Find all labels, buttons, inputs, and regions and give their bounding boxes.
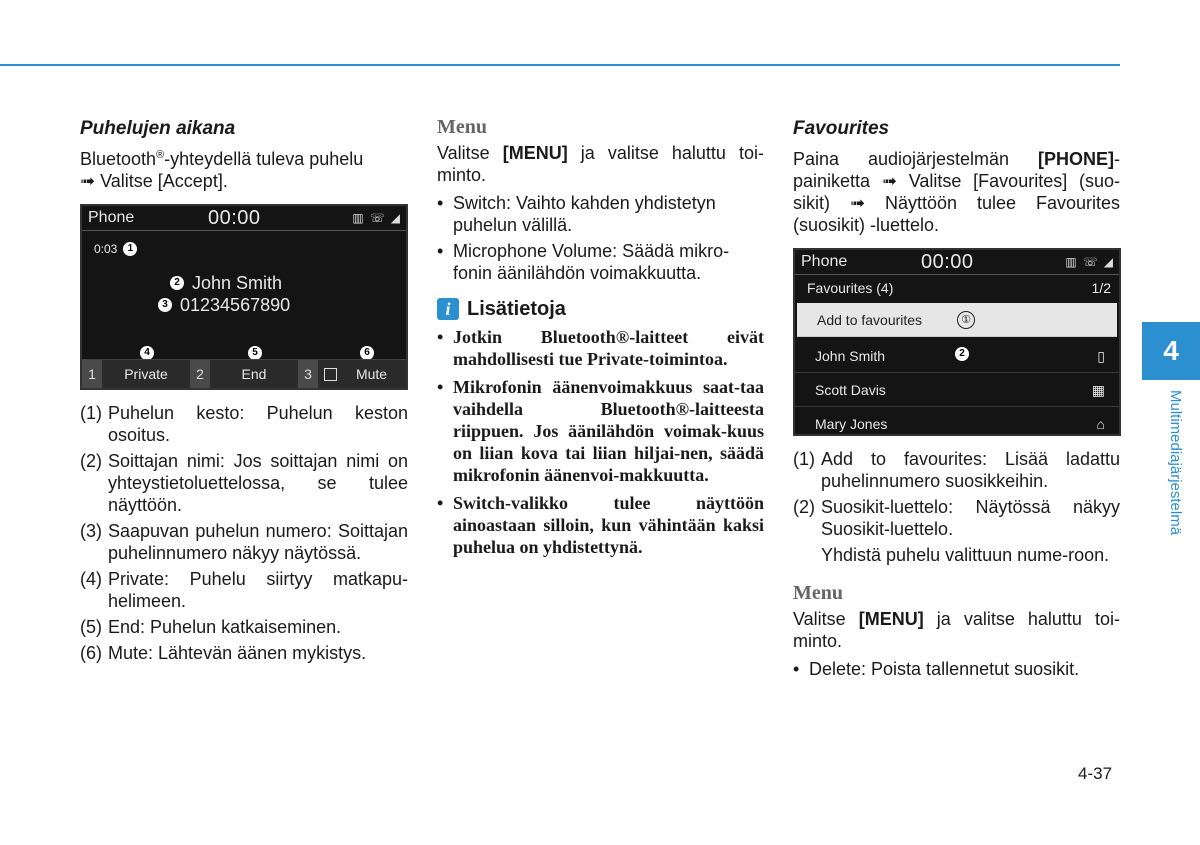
- callout-3: 3: [158, 298, 172, 312]
- menu-text: Valitse [MENU] ja valitse haluttu toi-minto.: [793, 609, 1120, 651]
- page-number: 4-37: [1078, 764, 1113, 783]
- mute-checkbox-icon: [324, 368, 337, 381]
- office-icon: ▦: [1091, 381, 1105, 398]
- caller-name: 2 John Smith: [170, 272, 282, 294]
- menu-options: [437, 192, 764, 284]
- add-to-favourites-item[interactable]: Add to favourites ①: [797, 303, 1117, 337]
- status-bar: [82, 206, 406, 231]
- list-item: (1) Puhelun kesto: Puhelun keston osoitus.: [80, 403, 408, 445]
- caller-number: 3 01234567890: [158, 294, 290, 316]
- menu-options: [793, 658, 1120, 680]
- menu-text: Valitse [MENU] ja valitse haluttu toi-minto.: [437, 143, 764, 185]
- column-right: [793, 112, 1120, 684]
- list-item: (2) Soittajan nimi: Jos soittajan nimi on yhteystietoluettelossa, se tulee näyttöön.: [80, 451, 408, 515]
- info-notes: [437, 326, 764, 558]
- column-left: [80, 112, 408, 668]
- call-screen: [80, 204, 408, 390]
- menu-heading: Menu: [793, 582, 843, 604]
- info-header: [437, 298, 764, 320]
- screen-title: Phone: [88, 209, 135, 226]
- list-item: • Jotkin Bluetooth®-laitteet eivät mahdollisesti tue Private-toimintoa.: [437, 326, 764, 370]
- list-item: (1) Add to favourites: Lisää ladattu puhelinnumero suosikkeihin.: [793, 449, 1120, 491]
- clock: 00:00: [208, 207, 261, 229]
- list-item: (6) Mute: Lähtevän äänen mykistys.: [80, 643, 367, 663]
- callout-4: 4: [140, 346, 154, 360]
- call-duration: 0:03 1: [94, 238, 137, 260]
- list-item: (3) Saapuvan puhelun numero: Soittajan puhelinnumero näkyy näytössä.: [80, 521, 408, 563]
- bluetooth-phone-icon: ☏: [369, 211, 385, 225]
- chapter-tab: 4: [1142, 322, 1200, 380]
- battery-icon: ▥: [1065, 255, 1077, 269]
- callout-2: 2: [955, 347, 969, 361]
- signal-icon: ◢: [390, 211, 400, 225]
- bluetooth-phone-icon: ☏: [1082, 255, 1098, 269]
- list-item: (2) Suosikit-luettelo: Näytössä näkyy Suosikit-luettelo. Yhdistä puhelu valittuun nume-roon.: [793, 497, 1120, 565]
- favourite-item[interactable]: Mary Jones ⌂: [795, 407, 1119, 440]
- callout-2: 2: [170, 276, 184, 290]
- list-item: • Switch: Vaihto kahden yhdistetyn puhelun välillä.: [437, 192, 764, 236]
- callout-1: 1: [123, 242, 137, 256]
- intro-text: Paina audiojärjestelmän [PHONE]-painiketta ➟ Valitse [Favourites] (suo-sikit) ➟ Näyttöön tulee Favourites (suosikit) -luettelo.: [793, 149, 1120, 235]
- softkey-bar: [82, 359, 406, 388]
- section-heading: Favourites: [793, 118, 890, 139]
- clock: 00:00: [921, 251, 974, 273]
- list-item: • Mikrofonin äänenvoimakkuus saat-taa vaihdella Bluetooth®-laitteesta riippuen. Jos äänilähdön voimak-kuus on liian kova tai liian hiljai-nen, säädä mikrofonin äänenvoi-makkuutta.: [437, 376, 764, 486]
- favourite-item[interactable]: Scott Davis ▦: [795, 373, 1119, 407]
- callout-1: ①: [957, 311, 975, 329]
- menu-heading: Menu: [437, 116, 487, 138]
- top-rule: [0, 64, 1120, 66]
- callout-descriptions: [793, 448, 1120, 566]
- list-item: (4) Private: Puhelu siirtyy matkapu-helimeen.: [80, 569, 408, 611]
- column-middle: [437, 112, 764, 564]
- list-item: • Switch-valikko tulee näyttöön ainoastaan silloin, kun vähintään kaksi puhelua on yhdistettynä.: [437, 492, 764, 558]
- favourite-item[interactable]: John Smith 2 ▯: [795, 339, 1119, 373]
- mute-button[interactable]: 3 Mute: [298, 360, 406, 388]
- private-button[interactable]: 1 Private: [82, 360, 190, 388]
- list-item: (5) End: Puhelun katkaiseminen.: [80, 617, 342, 637]
- list-item: • Microphone Volume: Säädä mikro-fonin äänilähdön voimakkuutta.: [437, 240, 764, 284]
- mobile-icon: ▯: [1097, 347, 1105, 364]
- callout-5: 5: [248, 346, 262, 360]
- callout-6: 6: [360, 346, 374, 360]
- favourites-screen: [793, 248, 1121, 436]
- chapter-label: Multimediajärjestelmä: [1167, 390, 1184, 536]
- battery-icon: ▥: [352, 211, 364, 225]
- screen-title: Phone: [801, 253, 848, 270]
- signal-icon: ◢: [1103, 255, 1113, 269]
- intro-text: Bluetooth®-yhteydellä tuleva puhelu ➟ Valitse [Accept].: [80, 149, 364, 191]
- list-item: • Delete: Poista tallennetut suosikit.: [793, 658, 1120, 680]
- status-bar: [795, 250, 1119, 275]
- home-icon: ⌂: [1096, 415, 1105, 432]
- section-heading: Puhelujen aikana: [80, 118, 236, 139]
- list-header: Favourites (4) 1/2: [807, 280, 1111, 296]
- info-icon: i: [437, 298, 459, 320]
- callout-descriptions: [80, 402, 408, 664]
- end-button[interactable]: 2 End: [190, 360, 298, 388]
- info-title: Lisätietoja: [467, 298, 566, 320]
